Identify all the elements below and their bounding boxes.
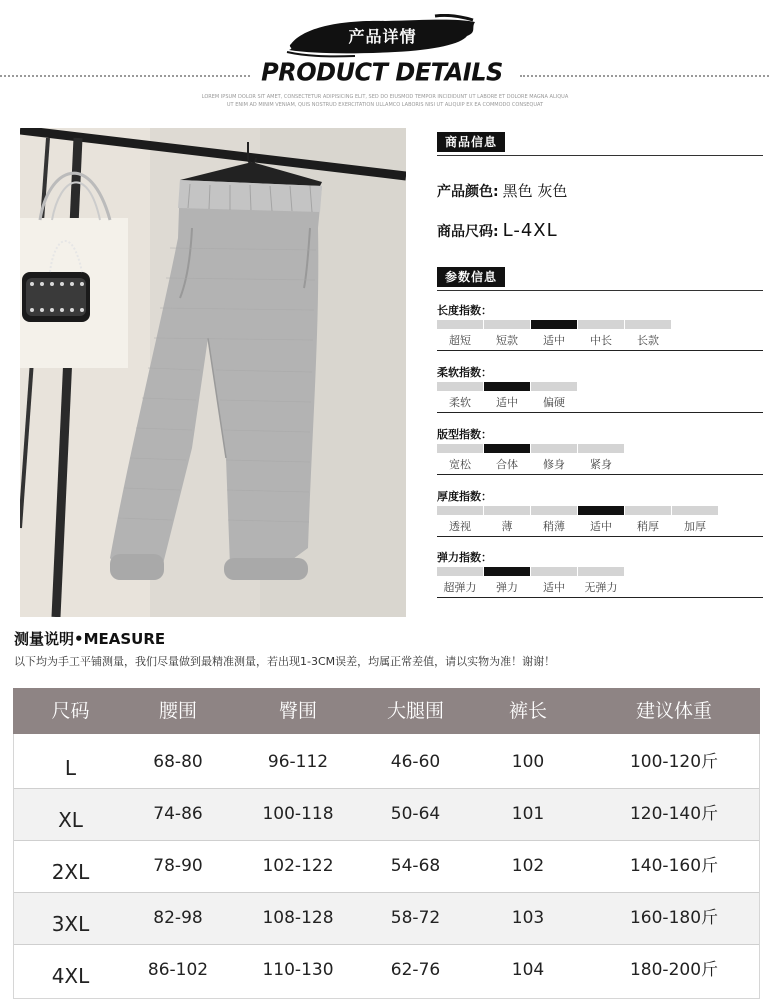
scale-segment	[531, 382, 577, 391]
measure-note: 以下均为手工平铺测量，我们尽量做到最精准测量，若出现1-3CM误差，均属正常差值，请以实物为准！谢谢！	[14, 655, 556, 668]
product-photo-illustration	[20, 128, 406, 617]
measure-title: 测量说明•MEASURE	[14, 630, 166, 648]
scale-option-label: 无弹力	[584, 581, 618, 594]
scale-option-label: 修身	[543, 458, 565, 471]
table-border	[13, 734, 760, 999]
product-info-tag: 商品信息	[437, 132, 505, 152]
table-cell: 78-90	[153, 856, 203, 876]
size-value: L-4XL	[502, 220, 558, 241]
table-cell: 96-112	[267, 752, 329, 772]
table-cell: 101	[511, 804, 545, 824]
scale-segment	[672, 506, 718, 515]
size-row	[437, 220, 558, 241]
header-fine-print: LOREM IPSUM DOLOR SIT AMET, CONSECTETUR ADIPISICING ELIT, SED DO EIUSMOD TEMPOR INCIDIDUNT UT LABORE ET DOLORE MAGNA ALIQUA	[201, 94, 569, 100]
table-cell: 140-160斤	[629, 856, 719, 876]
scale-option-label: 适中	[543, 334, 565, 347]
scale-segment	[531, 444, 577, 453]
scale-divider	[437, 350, 763, 351]
scale-title: 厚度指数：	[437, 490, 492, 503]
scale-option-label: 适中	[543, 581, 565, 594]
params-tag: 参数信息	[437, 267, 505, 287]
table-header-cell: 臀围	[278, 700, 317, 722]
table-cell: 108-128	[262, 908, 334, 928]
scale-option-label: 超弹力	[443, 581, 477, 594]
table-cell: 103	[511, 908, 545, 928]
scale-title: 版型指数：	[437, 428, 492, 441]
scale-title: 长度指数：	[437, 304, 492, 317]
scale-option-label: 适中	[496, 396, 518, 409]
color-label: 产品颜色:	[437, 184, 499, 200]
section-title-en: PRODUCT DETAILS	[261, 57, 503, 87]
size-cell: 2XL	[51, 860, 90, 884]
table-cell: 82-98	[153, 908, 203, 928]
size-cell: L	[64, 756, 77, 780]
table-cell: 62-76	[390, 960, 441, 980]
table-cell: 54-68	[390, 856, 441, 876]
scale-segment	[437, 320, 483, 329]
table-header-cell: 裤长	[508, 700, 547, 722]
size-cell: 3XL	[51, 912, 90, 936]
scale-segment	[531, 567, 577, 576]
table-cell: 58-72	[390, 908, 441, 928]
scale-option-label: 超短	[449, 334, 471, 347]
table-cell: 180-200斤	[629, 960, 719, 980]
scale-option-label: 透视	[449, 520, 471, 533]
table-cell: 74-86	[153, 804, 203, 824]
table-header-cell: 腰围	[158, 700, 197, 722]
scale-segment	[578, 444, 624, 453]
table-cell: 120-140斤	[629, 804, 719, 824]
scale-segment	[437, 567, 483, 576]
scale-option-label: 偏硬	[543, 396, 565, 409]
scale-divider	[437, 474, 763, 475]
scale-title: 弹力指数：	[437, 551, 492, 564]
scale-title: 柔软指数：	[437, 366, 492, 379]
scale-option-label: 薄	[501, 520, 513, 533]
info-divider	[437, 155, 763, 156]
table-cell: 100	[511, 752, 545, 772]
table-header-cell: 尺码	[51, 700, 90, 722]
table-cell: 160-180斤	[629, 908, 719, 928]
scale-segment	[437, 382, 483, 391]
scale-segment	[625, 320, 671, 329]
params-divider	[437, 290, 763, 291]
table-cell: 102-122	[262, 856, 334, 876]
dotted-divider-right	[520, 75, 769, 77]
table-cell: 104	[511, 960, 545, 980]
scale-segment	[531, 506, 577, 515]
scale-option-label: 柔软	[449, 396, 471, 409]
scale-segment	[625, 506, 671, 515]
product-photo	[20, 128, 406, 617]
scale-segment-selected	[578, 506, 624, 515]
scale-segment-selected	[484, 444, 530, 453]
scale-option-label: 长款	[637, 334, 659, 347]
scale-option-label: 宽松	[449, 458, 471, 471]
table-cell: 102	[511, 856, 545, 876]
size-cell: XL	[58, 808, 83, 832]
scale-option-label: 加厚	[684, 520, 706, 533]
table-cell: 50-64	[390, 804, 441, 824]
scale-option-label: 稍厚	[637, 520, 659, 533]
scale-option-label: 稍薄	[543, 520, 565, 533]
scale-segment-selected	[484, 382, 530, 391]
section-title-cn: 产品详情	[348, 27, 417, 46]
size-label: 商品尺码:	[437, 224, 499, 240]
scale-segment-selected	[531, 320, 577, 329]
dotted-divider-left	[0, 75, 250, 77]
scale-option-label: 中长	[590, 334, 612, 347]
scale-divider	[437, 536, 763, 537]
scale-segment	[437, 444, 483, 453]
table-cell: 100-118	[262, 804, 334, 824]
table-header-cell: 大腿围	[386, 700, 444, 722]
table-cell: 86-102	[147, 960, 209, 980]
scale-option-label: 合体	[496, 458, 518, 471]
scale-segment	[484, 320, 530, 329]
color-row	[437, 180, 567, 201]
scale-segment	[578, 320, 624, 329]
scale-option-label: 弹力	[496, 581, 518, 594]
scale-divider	[437, 412, 763, 413]
table-cell: 46-60	[390, 752, 441, 772]
scale-segment	[484, 506, 530, 515]
scale-segment-selected	[484, 567, 530, 576]
size-table	[13, 688, 760, 999]
scale-divider	[437, 597, 763, 598]
scale-segment	[437, 506, 483, 515]
scale-option-label: 适中	[590, 520, 612, 533]
scale-option-label: 紧身	[590, 458, 612, 471]
table-header	[13, 688, 760, 734]
header-fine-print: UT ENIM AD MINIM VENIAM, QUIS NOSTRUD EXERCITATION ULLAMCO LABORIS NISI UT ALIQUIP EX EA COMMODO CONSEQUAT	[226, 102, 544, 108]
scale-segment	[578, 567, 624, 576]
table-cell: 110-130	[262, 960, 334, 980]
size-cell: 4XL	[51, 964, 90, 988]
scale-option-label: 短款	[496, 334, 518, 347]
table-cell: 100-120斤	[629, 752, 719, 772]
table-cell: 68-80	[153, 752, 203, 772]
table-header-cell: 建议体重	[635, 700, 712, 722]
color-value: 黑色 灰色	[502, 182, 568, 200]
